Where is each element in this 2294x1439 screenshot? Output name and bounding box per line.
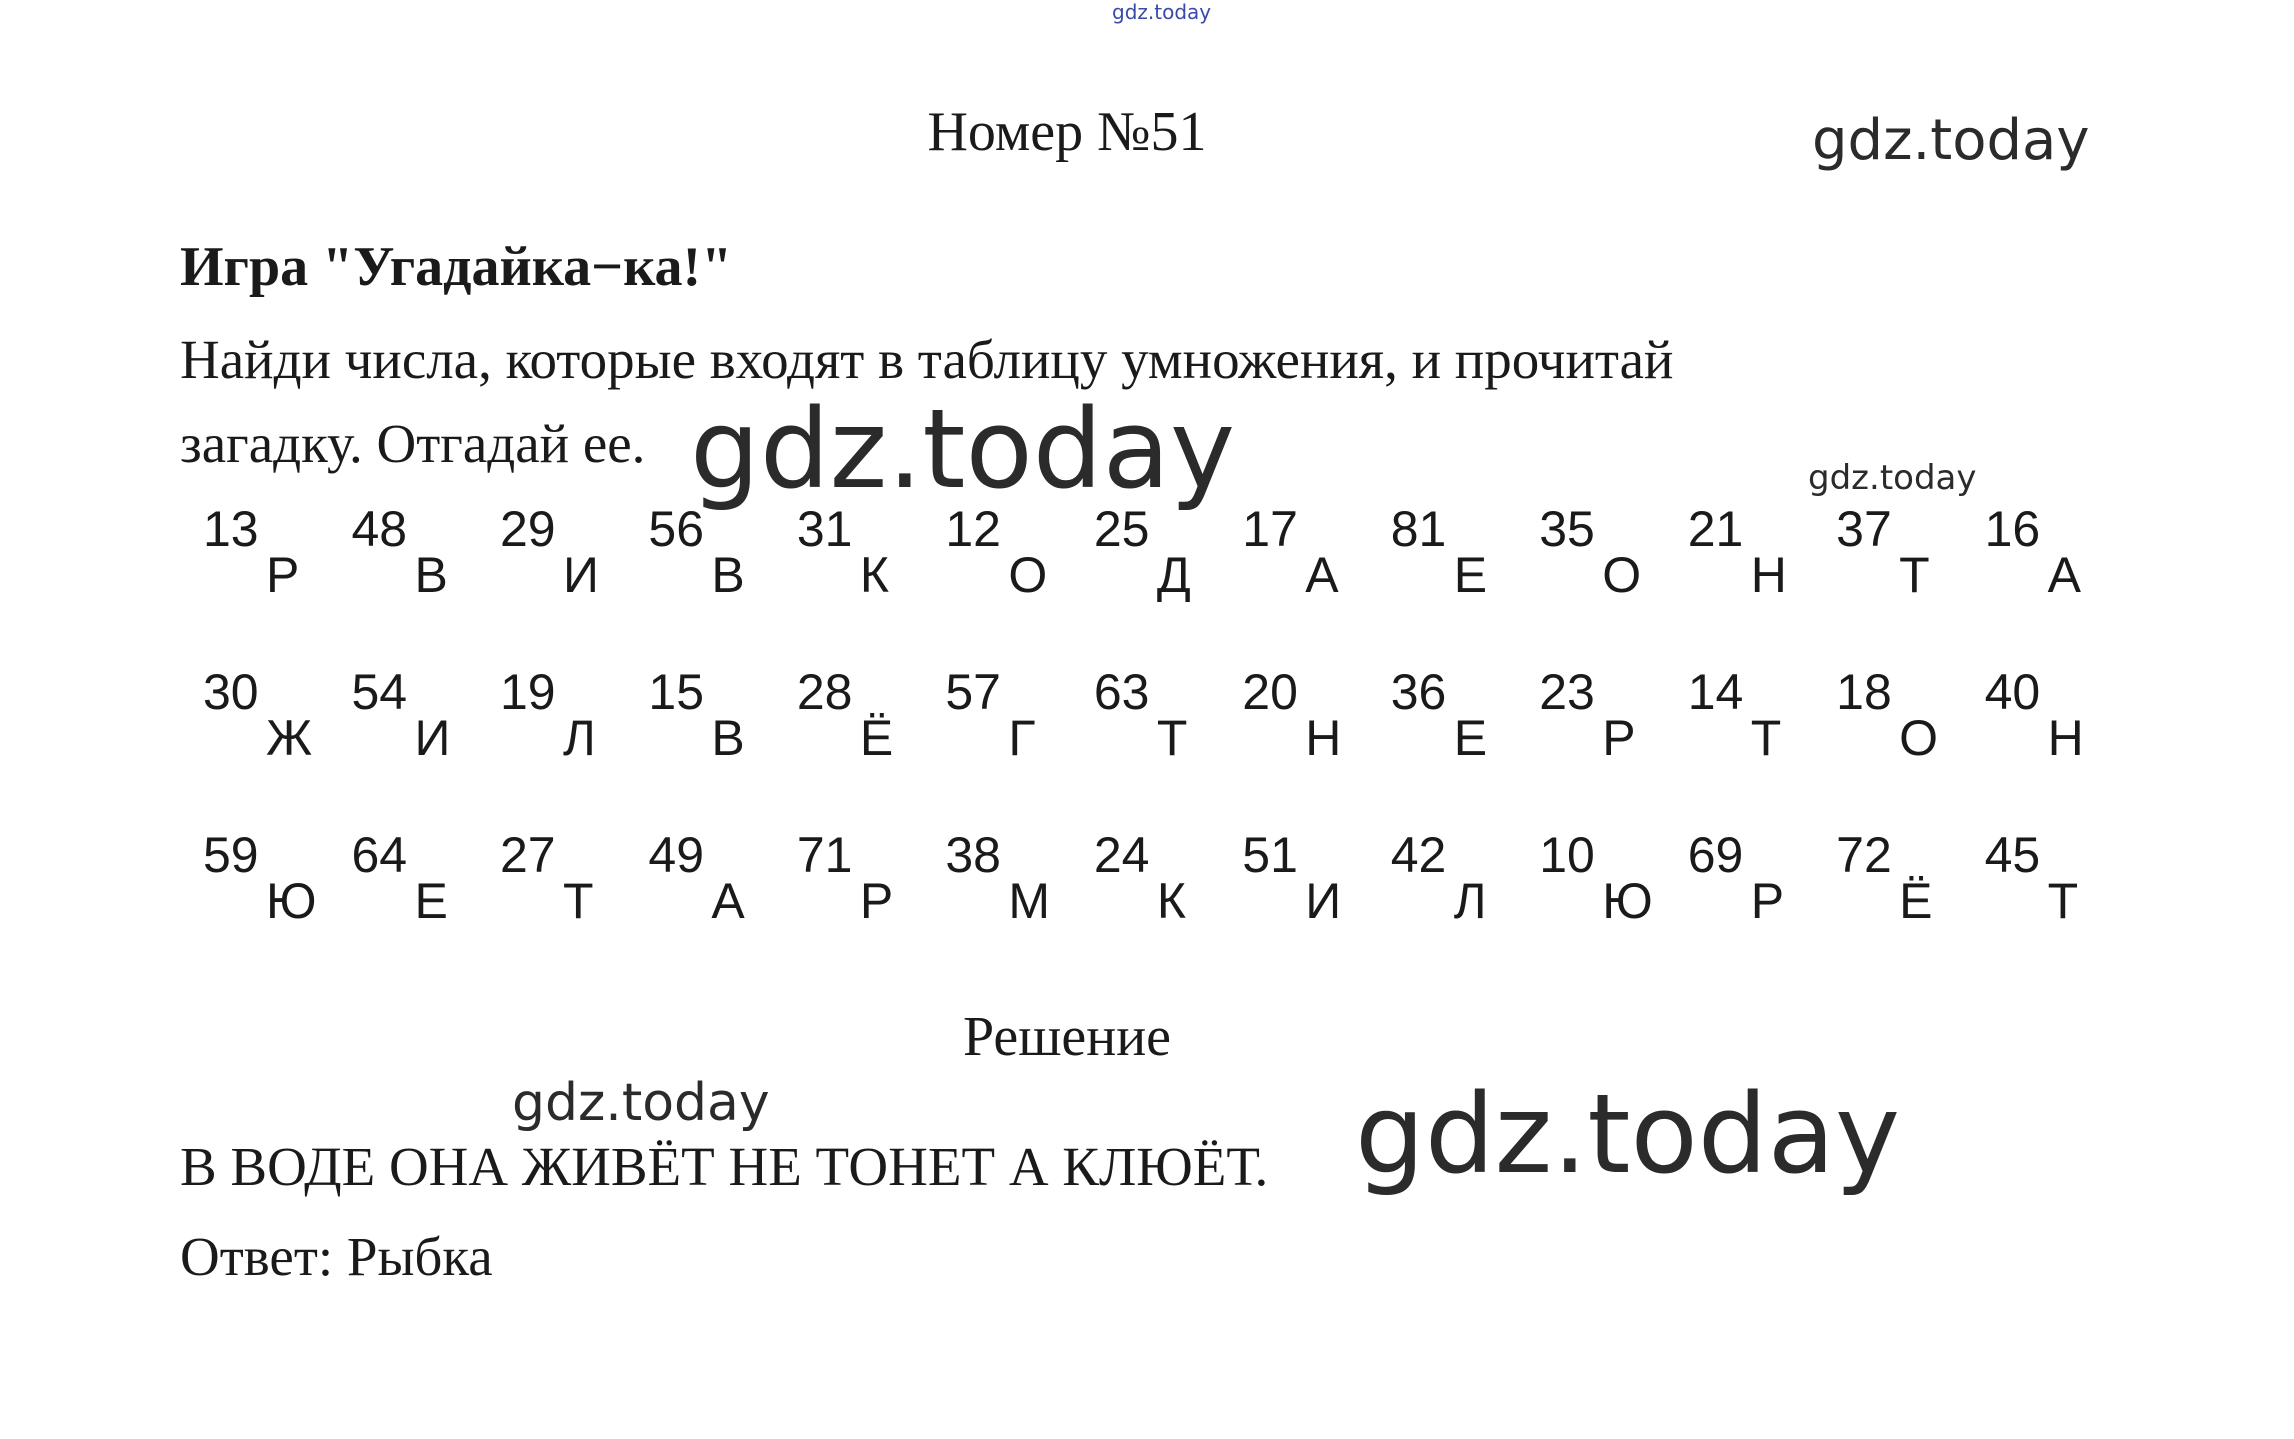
cell-letter: В (711, 710, 745, 766)
cell-number: 36 (1390, 664, 1447, 720)
cell-letter: М (1008, 873, 1050, 929)
cell-number: 29 (499, 501, 556, 557)
grid-cell (1227, 500, 1375, 663)
cell-number: 69 (1687, 827, 1744, 883)
cell-letter: О (1008, 547, 1048, 603)
watermark-small: gdz.today (1808, 458, 1977, 498)
cell-letter: Т (562, 873, 594, 929)
cell-letter: В (414, 547, 448, 603)
grid-cell (930, 663, 1078, 826)
grid-cell (1376, 500, 1524, 663)
solution-heading: Решение (962, 1006, 1172, 1068)
task-line-2: загадку. Отгадай ее. (180, 413, 646, 474)
grid-cell (782, 500, 930, 663)
cell-letter: Е (414, 873, 448, 929)
grid-cell (336, 826, 484, 989)
grid-cell (1970, 663, 2118, 826)
cell-letter: Е (1453, 710, 1488, 766)
grid-cell (336, 663, 484, 826)
grid-cell (782, 663, 930, 826)
grid-cell (1970, 826, 2118, 989)
cell-number: 81 (1390, 501, 1447, 557)
cell-letter: Т (1750, 710, 1782, 766)
cell-number: 23 (1539, 664, 1595, 720)
cell-letter: Т (1899, 547, 1930, 603)
grid-cell (1376, 663, 1524, 826)
cell-letter: Ю (266, 873, 317, 929)
grid-cell (1376, 826, 1524, 989)
grid-cell (336, 500, 484, 663)
grid-cell (633, 826, 781, 989)
grid-cell (1821, 500, 1969, 663)
cell-number: 20 (1242, 664, 1298, 720)
cell-number: 18 (1836, 664, 1892, 720)
cell-letter: Р (1750, 873, 1785, 929)
grid-row (188, 500, 2118, 663)
cell-letter: Ж (266, 710, 313, 766)
grid-cell (188, 500, 336, 663)
cell-letter: А (2047, 547, 2081, 603)
cell-number: 14 (1687, 664, 1744, 720)
cell-number: 24 (1093, 827, 1150, 883)
grid-cell (930, 826, 1078, 989)
cell-letter: Е (1453, 547, 1488, 603)
cell-letter: В (711, 547, 745, 603)
cell-letter: Ё (1899, 873, 1933, 929)
cell-letter: И (414, 710, 451, 766)
grid-cell (485, 826, 633, 989)
grid-row (188, 663, 2118, 826)
grid-cell (1227, 826, 1375, 989)
cell-letter: Ю (1602, 873, 1653, 929)
cell-letter: К (1156, 873, 1186, 929)
grid-cell (1079, 826, 1227, 989)
cell-letter: Н (1750, 547, 1787, 603)
cell-letter: К (859, 547, 890, 603)
puzzle-grid (188, 500, 2118, 989)
answer-text: Ответ: Рыбка (180, 1226, 493, 1287)
grid-cell (1673, 663, 1821, 826)
cell-number: 40 (1984, 664, 2041, 720)
grid-cell (188, 826, 336, 989)
cell-number: 57 (945, 664, 1001, 720)
cell-number: 28 (796, 664, 853, 720)
page-title: Номер №51 (927, 101, 1207, 163)
grid-cell (782, 826, 930, 989)
cell-number: 27 (499, 827, 556, 883)
grid-cell (485, 500, 633, 663)
watermark-top: gdz.today (1112, 0, 1212, 24)
cell-number: 21 (1687, 501, 1744, 557)
grid-cell (188, 663, 336, 826)
cell-letter: Т (1156, 710, 1188, 766)
grid-row (188, 826, 2118, 989)
cell-number: 35 (1539, 501, 1595, 557)
grid-cell (1673, 500, 1821, 663)
cell-letter: О (1899, 710, 1939, 766)
grid-cell (633, 500, 781, 663)
cell-number: 71 (796, 827, 853, 883)
cell-number: 25 (1093, 501, 1150, 557)
cell-number: 49 (648, 827, 705, 883)
cell-number: 54 (351, 664, 408, 720)
cell-letter: А (1305, 547, 1339, 603)
cell-number: 56 (648, 501, 705, 557)
cell-number: 48 (351, 501, 408, 557)
grid-cell (1821, 663, 1969, 826)
grid-cell (633, 663, 781, 826)
cell-number: 45 (1984, 827, 2041, 883)
cell-letter: Т (2047, 873, 2079, 929)
cell-letter: Р (266, 547, 300, 603)
cell-letter: Д (1156, 547, 1191, 603)
grid-cell (1524, 826, 1672, 989)
cell-number: 15 (648, 664, 705, 720)
cell-letter: Л (1453, 873, 1487, 929)
cell-letter: Н (1305, 710, 1342, 766)
cell-number: 17 (1242, 501, 1298, 557)
grid-cell (1079, 500, 1227, 663)
task-line-1: Найди числа, которые входят в таблицу умножения, и прочитай (180, 329, 1674, 390)
cell-number: 63 (1093, 664, 1150, 720)
grid-cell (930, 500, 1078, 663)
watermark-large-1: gdz.today (690, 385, 1236, 513)
cell-number: 12 (945, 501, 1001, 557)
cell-letter: Р (1602, 710, 1636, 766)
grid-cell (1079, 663, 1227, 826)
watermark-mid: gdz.today (512, 1073, 770, 1133)
cell-letter: Н (2047, 710, 2084, 766)
solution-text: В ВОДЕ ОНА ЖИВЁТ НЕ ТОНЕТ А КЛЮЁТ. (180, 1136, 1269, 1197)
grid-cell (485, 663, 633, 826)
grid-cell (1970, 500, 2118, 663)
cell-number: 37 (1836, 501, 1892, 557)
cell-letter: Р (859, 873, 894, 929)
cell-number: 13 (203, 501, 259, 557)
cell-number: 59 (203, 827, 259, 883)
cell-number: 51 (1242, 827, 1298, 883)
grid-cell (1821, 826, 1969, 989)
cell-number: 16 (1984, 501, 2041, 557)
cell-number: 64 (351, 827, 408, 883)
game-title: Игра "Угадайка−ка!" (180, 236, 733, 298)
cell-number: 19 (499, 664, 556, 720)
cell-letter: Ё (859, 710, 894, 766)
cell-number: 38 (945, 827, 1001, 883)
cell-number: 30 (203, 664, 259, 720)
cell-number: 10 (1539, 827, 1595, 883)
watermark-header: gdz.today (1812, 108, 2090, 173)
grid-cell (1524, 663, 1672, 826)
cell-number: 31 (796, 501, 853, 557)
cell-number: 42 (1390, 827, 1447, 883)
cell-letter: Г (1008, 710, 1036, 766)
cell-letter: И (1305, 873, 1342, 929)
grid-cell (1673, 826, 1821, 989)
cell-letter: А (711, 873, 745, 929)
cell-number: 72 (1836, 827, 1892, 883)
grid-cell (1227, 663, 1375, 826)
cell-letter: О (1602, 547, 1642, 603)
watermark-large-2: gdz.today (1355, 1070, 1901, 1198)
grid-cell (1524, 500, 1672, 663)
cell-letter: Л (562, 710, 596, 766)
cell-letter: И (562, 547, 599, 603)
